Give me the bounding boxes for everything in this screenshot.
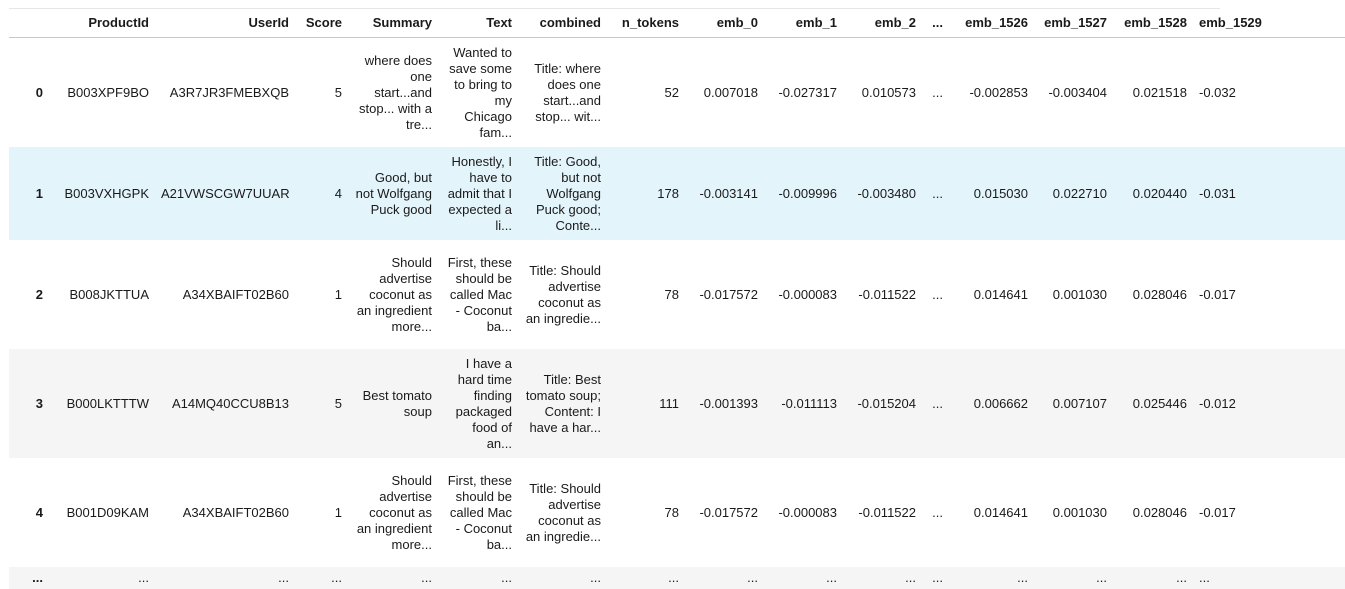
cell-score: 5 [334,84,342,100]
row-index: 2 [35,286,43,302]
cell-productid: ... [49,567,155,589]
cell-emb-1529: ... [1193,567,1345,589]
table-row [9,240,1345,349]
cell-emb-1529: -0.017 [1199,504,1236,520]
cell-emb-1529: -0.031 [1193,147,1345,240]
cell-emb-1529: -0.017 [1199,286,1236,302]
cell-n-tokens: ... [607,567,685,589]
cell-summary: Best tomato soup [348,349,438,458]
header-text: Text [438,8,518,38]
cell-combined: Title: Good, but not Wolfgang Puck good; Conte... [518,147,607,240]
cell-emb-0: -0.003141 [685,147,764,240]
header-score: Score [295,8,348,38]
row-index: 1 [9,147,49,240]
cell-summary: ... [348,567,438,589]
cell-emb-0: -0.017572 [699,286,758,302]
cell-productid: B003XPF9BO [67,84,149,100]
cell-emb-0: ... [685,567,764,589]
table-row [9,458,1345,567]
dataframe-table [9,8,1345,589]
cell-userid: A34XBAIFT02B60 [182,504,289,520]
cell-emb-1528: 0.028046 [1132,504,1187,520]
cell-emb-1528: ... [1113,567,1193,589]
cell-n-tokens: 78 [664,504,679,520]
cell-emb-1: -0.000083 [778,504,837,520]
cell-emb-1528: 0.020440 [1113,147,1193,240]
cell-userid: A3R7JR3FMEBXQB [169,84,289,100]
cell-emb-1526: ... [949,567,1034,589]
header-emb-1529: emb_1529 [1193,8,1345,38]
cell-score: 4 [295,147,348,240]
cell-emb-1528: 0.025446 [1113,349,1193,458]
table-row [9,147,1345,240]
cell-emb-1: ... [764,567,843,589]
cell-text: Honestly, I have to admit that I expected a li... [438,147,518,240]
cell-emb-1: -0.000083 [778,286,837,302]
cell-text: I have a hard time finding packaged food of an... [438,349,518,458]
cell-emb-2: 0.010573 [861,84,916,100]
cell-emb-1526: 0.015030 [949,147,1034,240]
cell-emb-0: 0.007018 [703,84,758,100]
header-n-tokens: n_tokens [607,8,685,38]
cell-n-tokens: 111 [607,349,685,458]
header-emb-1526: emb_1526 [949,8,1034,38]
cell-emb-1: -0.009996 [764,147,843,240]
cell-emb-2: -0.003480 [843,147,922,240]
cell-text: ... [438,567,518,589]
cell-summary: where does one start...and stop... with a tre... [359,52,432,132]
cell-n-tokens: 52 [664,84,679,100]
header-emb-1528: emb_1528 [1113,8,1193,38]
cell-n-tokens: 178 [607,147,685,240]
cell-emb-0: -0.017572 [699,504,758,520]
cell-emb-1527: -0.003404 [1048,84,1107,100]
cell-score: 5 [295,349,348,458]
cell-emb-2: -0.011522 [858,286,916,302]
cell-userid: ... [155,567,295,589]
row-index: 0 [35,84,43,100]
header-emb-0: emb_0 [685,8,764,38]
cell-productid: B001D09KAM [66,504,149,520]
cell-ellipsis: ... [932,504,943,520]
cell-productid: B003VXHGPK [49,147,155,240]
header-ellipsis: ... [922,8,949,38]
cell-userid: A14MQ40CCU8B13 [155,349,295,458]
cell-productid: B008JKTTUA [69,286,149,302]
cell-text: Wanted to save some to bring to my Chicago fam... [449,44,512,140]
cell-emb-1: -0.027317 [778,84,837,100]
cell-emb-1527: 0.022710 [1034,147,1113,240]
row-index: 3 [9,349,49,458]
cell-emb-1528: 0.028046 [1132,286,1187,302]
cell-summary: Should advertise coconut as an ingredient more... [356,254,432,334]
cell-userid: A34XBAIFT02B60 [182,286,289,302]
cell-combined: Title: Best tomato soup; Content: I have a har... [518,349,607,458]
cell-emb-1526: -0.002853 [969,84,1028,100]
cell-summary: Good, but not Wolfgang Puck good [348,147,438,240]
cell-emb-2: -0.015204 [843,349,922,458]
header-index [9,8,49,38]
header-row [9,8,1345,38]
cell-combined: Title: Should advertise coconut as an ingredie... [525,480,601,544]
cell-emb-2: -0.011522 [858,504,916,520]
cell-ellipsis: ... [922,147,949,240]
cell-combined: Title: where does one start...and stop... wit... [534,60,601,124]
cell-ellipsis: ... [922,349,949,458]
cell-ellipsis: ... [932,286,943,302]
header-userid: UserId [155,8,295,38]
cell-emb-1527: ... [1034,567,1113,589]
cell-emb-1529: -0.032 [1199,84,1236,100]
cell-score: 1 [334,286,342,302]
header-emb-1: emb_1 [764,8,843,38]
table-row [9,349,1345,458]
cell-summary: Should advertise coconut as an ingredient more... [356,472,432,552]
cell-ellipsis: ... [922,567,949,589]
cell-emb-1526: 0.014641 [973,504,1028,520]
cell-combined: Title: Should advertise coconut as an ingredie... [525,262,601,326]
cell-n-tokens: 78 [664,286,679,302]
cell-emb-1527: 0.001030 [1052,504,1107,520]
cell-score: 1 [334,504,342,520]
cell-text: First, these should be called Mac - Coconut ba... [447,472,512,552]
cell-score: ... [295,567,348,589]
cell-emb-1526: 0.014641 [973,286,1028,302]
header-productid: ProductId [49,8,155,38]
cell-productid: B000LKTTTW [49,349,155,458]
cell-emb-1526: 0.006662 [949,349,1034,458]
row-index: 4 [35,504,43,520]
row-index: ... [9,567,49,589]
cell-emb-1528: 0.021518 [1132,84,1187,100]
cell-userid: A21VWSCGW7UUAR [155,147,295,240]
dataframe-output [9,0,1262,587]
cell-emb-1527: 0.007107 [1034,349,1113,458]
header-emb-1527: emb_1527 [1034,8,1113,38]
cell-emb-0: -0.001393 [685,349,764,458]
header-summary: Summary [348,8,438,38]
header-emb-2: emb_2 [843,8,922,38]
table-row [9,38,1345,148]
cell-emb-2: ... [843,567,922,589]
cell-text: First, these should be called Mac - Coconut ba... [447,254,512,334]
cell-emb-1: -0.011113 [764,349,843,458]
cell-ellipsis: ... [932,84,943,100]
cell-combined: ... [518,567,607,589]
header-combined: combined [518,8,607,38]
cell-emb-1529: -0.012 [1193,349,1345,458]
table-row [9,567,1345,589]
cell-emb-1527: 0.001030 [1052,286,1107,302]
